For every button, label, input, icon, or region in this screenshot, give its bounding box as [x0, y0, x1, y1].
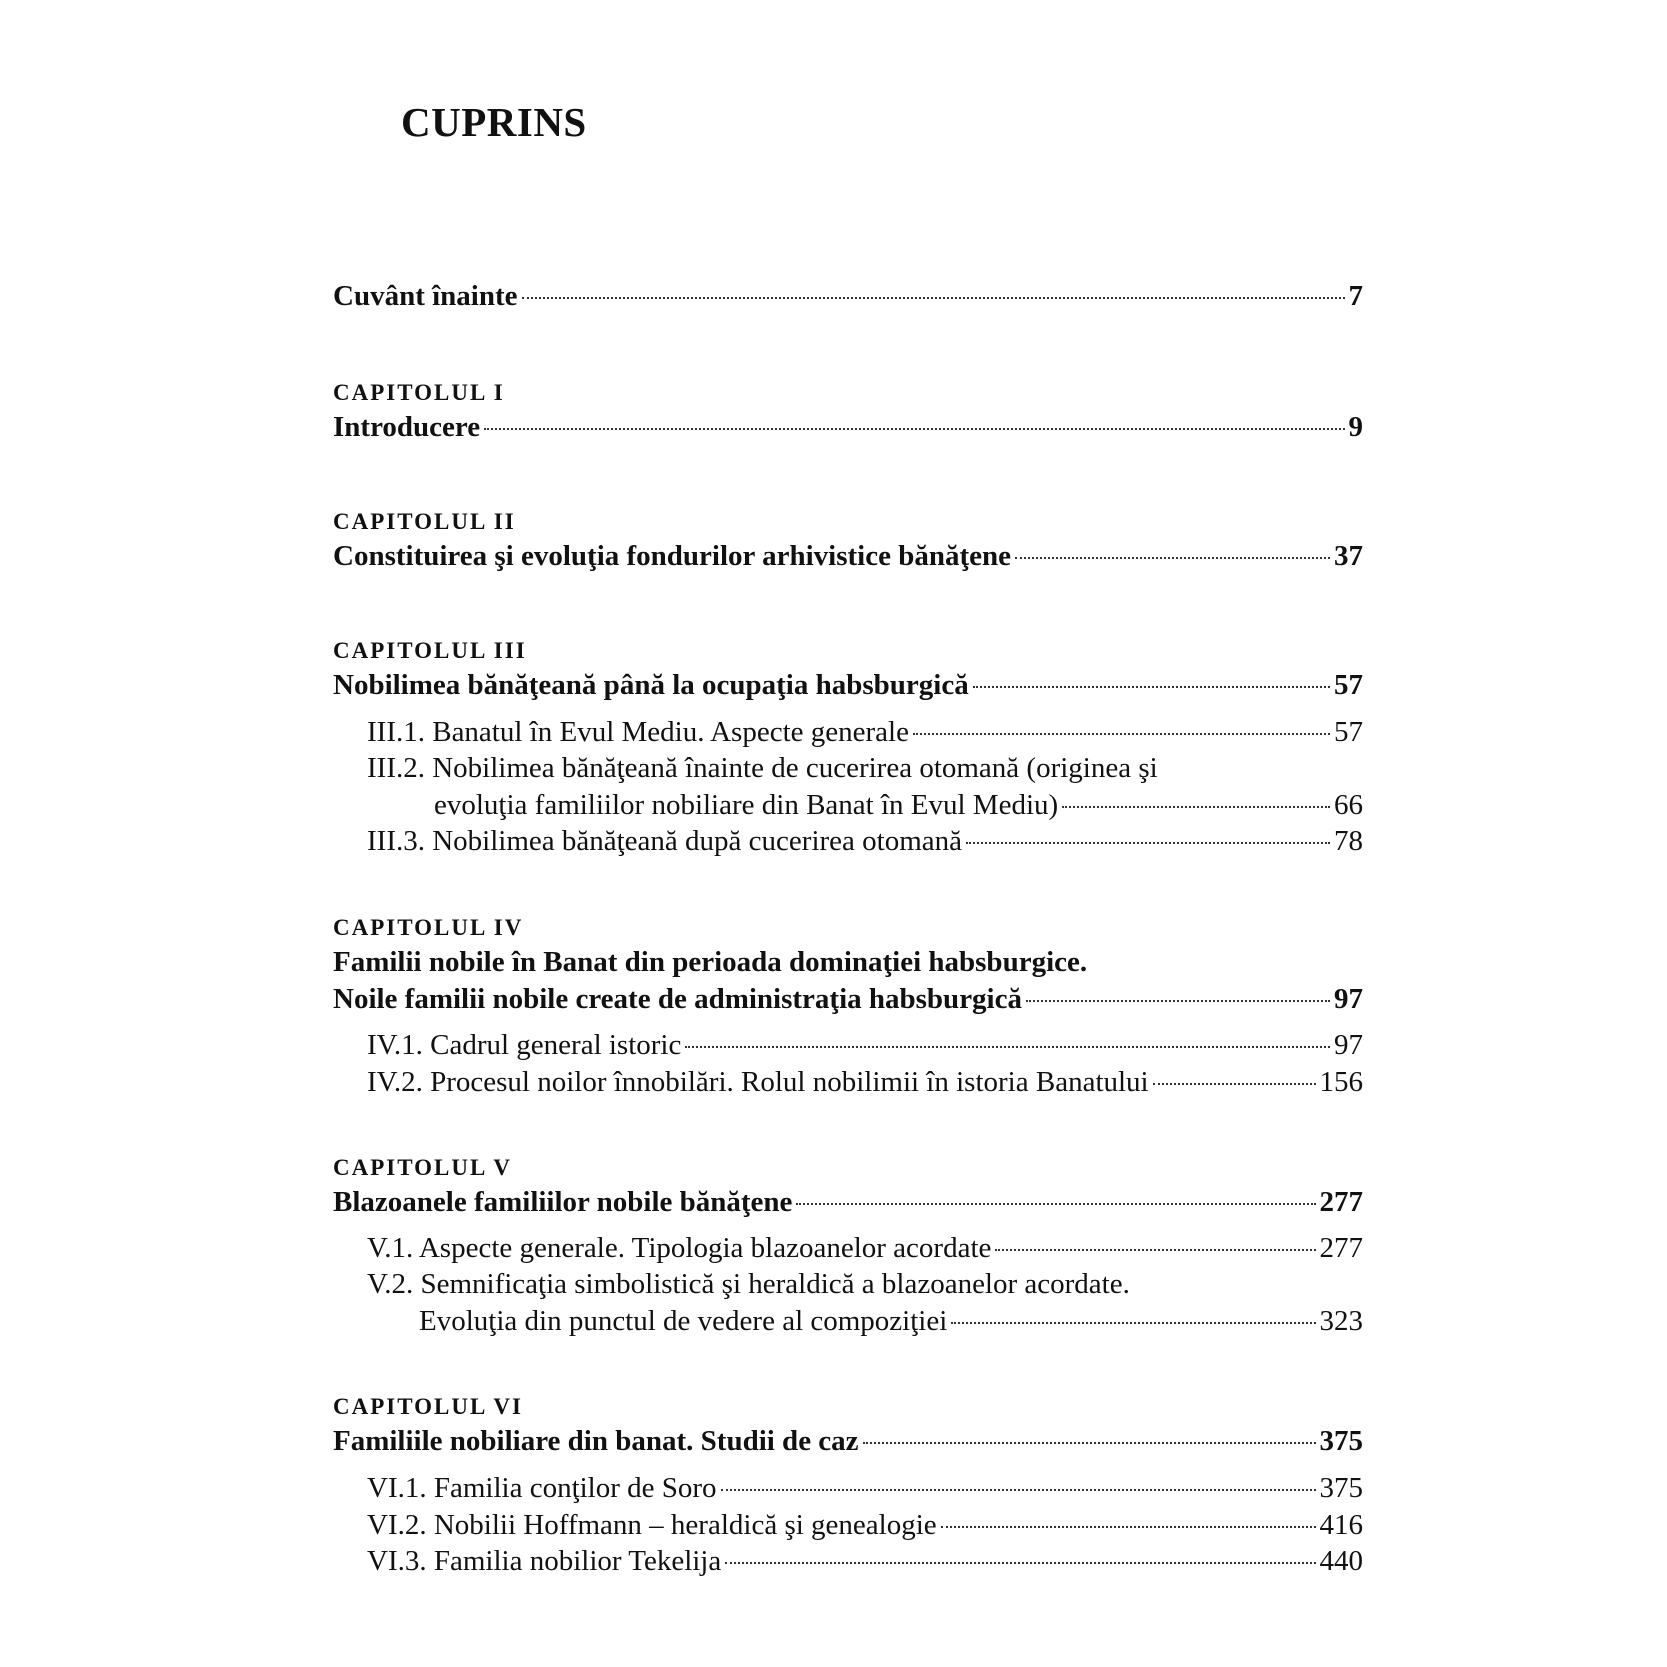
toc-entry-page: 7: [1348, 280, 1363, 312]
dot-leader: [973, 686, 1330, 688]
dot-leader: [951, 1322, 1315, 1324]
toc-entry-section-5-2-line1: V.2. Semnificaţia simbolistică şi heraldică a blazoanelor acordate.: [367, 1268, 1130, 1300]
toc-entry-label: Cuvânt înainte: [333, 280, 518, 312]
toc-entry-page: 277: [1319, 1186, 1363, 1218]
toc-entry-page: 156: [1319, 1066, 1363, 1098]
toc-entry-chapter-4-line1: Familii nobile în Banat din perioada dominaţiei habsburgice.: [333, 946, 1088, 978]
toc-entry-page: 416: [1319, 1509, 1363, 1541]
toc-entry-label: Familiile nobiliare din banat. Studii de caz: [333, 1425, 859, 1457]
toc-entry-page: 375: [1319, 1472, 1363, 1504]
dot-leader: [863, 1442, 1316, 1444]
chapter-label-2: CAPITOLUL II: [333, 509, 516, 534]
dot-leader: [796, 1203, 1315, 1205]
toc-entry-section-5-1: [367, 1230, 1363, 1266]
toc-entry-label: Evoluţia din punctul de vedere al compoziţiei: [419, 1305, 948, 1337]
dot-leader: [484, 428, 1344, 430]
toc-entry-label: Blazoanele familiilor nobile bănăţene: [333, 1186, 793, 1218]
toc-entry-chapter-5: [333, 1184, 1363, 1220]
dot-leader: [1153, 1083, 1316, 1085]
toc-entry-page: 375: [1319, 1425, 1363, 1457]
toc-entry-label: III.1. Banatul în Evul Mediu. Aspecte generale: [367, 716, 909, 748]
dot-leader: [966, 842, 1330, 844]
toc-entry-page: 37: [1334, 540, 1363, 572]
toc-entry-section-3-3: [367, 823, 1363, 859]
dot-leader: [941, 1526, 1316, 1528]
toc-entry-chapter-2: [333, 538, 1363, 574]
toc-entry-label: IV.1. Cadrul general istoric: [367, 1029, 682, 1061]
toc-entry-label: VI.3. Familia nobilior Tekelija: [367, 1545, 722, 1577]
page-title: CUPRINS: [401, 99, 587, 145]
toc-entry-chapter-1: [333, 409, 1363, 445]
dot-leader: [913, 733, 1330, 735]
toc-entry-label: Constituirea şi evoluţia fondurilor arhivistice bănăţene: [333, 540, 1012, 572]
toc-entry-page: 57: [1334, 716, 1363, 748]
chapter-label-3: CAPITOLUL III: [333, 638, 527, 663]
toc-entry-section-6-2: [367, 1507, 1363, 1543]
dot-leader: [1062, 806, 1330, 808]
toc-entry-page: 9: [1348, 411, 1363, 443]
dot-leader: [725, 1562, 1315, 1564]
toc-entry-chapter-4: [333, 981, 1363, 1017]
toc-entry-chapter-3: [333, 667, 1363, 703]
toc-entry-page: 78: [1334, 825, 1363, 857]
toc-entry-label: V.1. Aspecte generale. Tipologia blazoanelor acordate: [367, 1232, 992, 1264]
toc-entry-label: III.3. Nobilimea bănăţeană după cucerirea otomană: [367, 825, 963, 857]
toc-entry-section-6-1: [367, 1470, 1363, 1506]
chapter-label-4: CAPITOLUL IV: [333, 915, 524, 940]
toc-entry-chapter-6: [333, 1423, 1363, 1459]
toc-entry-label: evoluţia familiilor nobiliare din Banat în Evul Mediu): [434, 789, 1059, 821]
toc-entry-section-6-3: [367, 1543, 1363, 1579]
dot-leader: [995, 1249, 1315, 1251]
toc-entry-page: 440: [1319, 1545, 1363, 1577]
toc-entry-foreword: [333, 278, 1363, 314]
toc-entry-label: Noile familii nobile create de administraţia habsburgică: [333, 983, 1022, 1015]
toc-entry-section-3-2-line1: III.2. Nobilimea bănăţeană înainte de cucerirea otomană (originea şi: [367, 752, 1158, 784]
chapter-label-1: CAPITOLUL I: [333, 380, 505, 405]
toc-entry-section-3-2: [434, 787, 1363, 823]
toc-entry-page: 57: [1334, 669, 1363, 701]
toc-entry-page: 277: [1319, 1232, 1363, 1264]
toc-entry-page: 323: [1319, 1305, 1363, 1337]
toc-entry-page: 97: [1334, 1029, 1363, 1061]
toc-entry-label: VI.2. Nobilii Hoffmann – heraldică şi genealogie: [367, 1509, 937, 1541]
toc-entry-section-4-2: [367, 1064, 1363, 1100]
dot-leader: [1026, 1000, 1330, 1002]
toc-entry-label: VI.1. Familia conţilor de Soro: [367, 1472, 717, 1504]
dot-leader: [522, 297, 1345, 299]
chapter-label-6: CAPITOLUL VI: [333, 1394, 523, 1419]
toc-entry-label: Nobilimea bănăţeană până la ocupaţia habsburgică: [333, 669, 969, 701]
dot-leader: [1015, 557, 1330, 559]
dot-leader: [685, 1046, 1330, 1048]
toc-entry-page: 66: [1334, 789, 1363, 821]
chapter-label-5: CAPITOLUL V: [333, 1155, 513, 1180]
toc-entry-section-5-2: [419, 1303, 1363, 1339]
dot-leader: [721, 1489, 1316, 1491]
toc-entry-section-4-1: [367, 1027, 1363, 1063]
toc-entry-page: 97: [1334, 983, 1363, 1015]
toc-entry-section-3-1: [367, 714, 1363, 750]
toc-entry-label: IV.2. Procesul noilor înnobilări. Rolul nobilimii în istoria Banatului: [367, 1066, 1149, 1098]
toc-entry-label: Introducere: [333, 411, 481, 443]
